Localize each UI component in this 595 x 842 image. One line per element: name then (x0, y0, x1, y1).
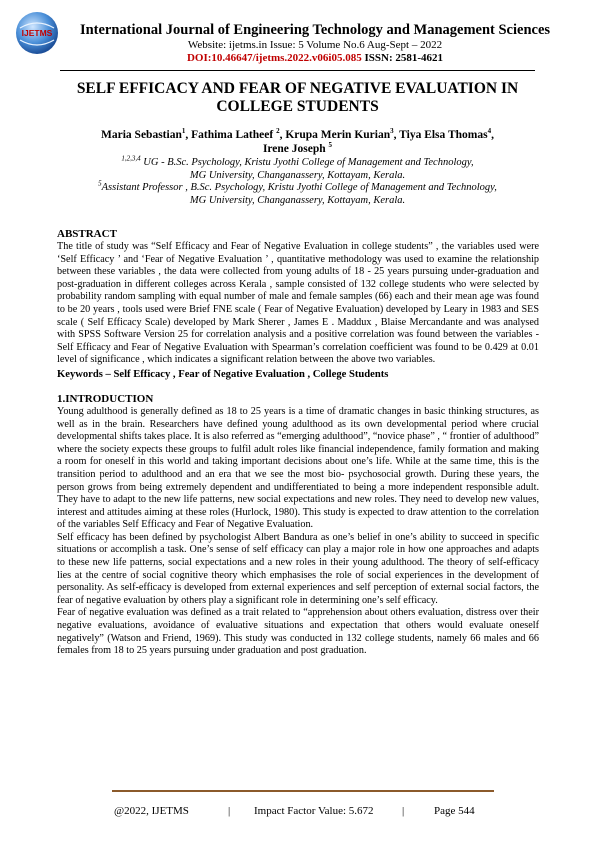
title-line-2: COLLEGE STUDENTS (216, 98, 379, 115)
intro-paragraph-3: Fear of negative evaluation was defined as a trait related to “apprehension about others evaluation, distress over their negative evaluations, avoidance of evaluative situations and expectation that others would evaluate oneself negatively” (Watson and Friend, 1969). This study was conducted in 132 college students, namely 66 males and 66 females from 18 to 25 years pursuing under graduation and post graduation. (57, 607, 539, 657)
author-list: Maria Sebastian$^1$, Fathima Latheef $^2$, Krupa Merin Kurian$^3$, Tiya Elsa Thomas$^4$, Irene Joseph $^5$ (101, 127, 494, 155)
affil-2-line-2: MG University, Changanassery, Kottayam, Kerala. (189, 194, 406, 206)
footer-rule (112, 790, 494, 792)
website-line: Website: ijetms.in Issue: 5 Volume No.6 Aug-Sept – 2022 (187, 39, 443, 51)
affiliations (40, 154, 555, 207)
author-name: Maria Sebastian (101, 129, 182, 141)
author-sup: 1 (181, 127, 186, 136)
journal-title: International Journal of Engineering Technology and Management Sciences (79, 22, 551, 38)
affil-2-line-1: Assistant Professor , B.Sc. Psychology, Kristu Jyothi College of Management and Technology, (101, 182, 497, 194)
paper-title (40, 80, 555, 116)
paper-body (57, 228, 539, 658)
doi-line (60, 52, 570, 65)
page-number: Page 544 (434, 805, 475, 817)
author-sup: 4 (487, 127, 492, 136)
footer-separator: | (402, 805, 405, 817)
author-sup: 5 (328, 141, 333, 150)
doi-link[interactable]: DOI:10.46647/ijetms.2022.v06i05.085 (186, 52, 362, 64)
introduction-heading: 1.INTRODUCTION (57, 392, 154, 405)
author-sup: 3 (390, 127, 394, 136)
author-name: Fathima Latheef (191, 129, 277, 141)
keywords: Keywords – Self Efficacy , Fear of Negative Evaluation , College Students (57, 368, 389, 380)
intro-paragraph-2: Self efficacy has been defined by psychologist Albert Bandura as one’s belief in one’s ability to succeed in specific situations or accomplish a task. One’s sense of self efficacy can play a major role in how one approaches and adapts to these new life patterns, social expectations and a new roles in their young adulthood. The theory of self-efficacy lies at the centre of social cognitive theory which emphasises the role of social experiences in the development of personality. As self-efficacy is developed from external experiences and self perception of external social factors, the fear of negative evaluation by others play a significant role in determining one’s self efficacy. (57, 531, 539, 606)
affil-1-line-2: MG University, Changanassery, Kottayam, Kerala. (189, 169, 406, 181)
svg-text:IJETMS: IJETMS (21, 28, 53, 38)
author-name: Tiya Elsa Thomas (399, 129, 488, 141)
author-name: Irene Joseph (262, 143, 329, 155)
abstract-text: The title of study was “Self Efficacy and Fear of Negative Evaluation in college students” , the variables used were ‘Self Efficacy ’ and ‘Fear of Negative Evaluation ’ , quantitative methodology was used to examine the relationship between these variables , the data were collected from young adults of 18 - 25 years pursuing under-graduation and post-graduation in different colleges across Kerala , sample consisted of 132 college students who were selected by probability random sampling with equal number of male and female samples (66) each and their mean age was found to be 20 years , tools used were Brief FNE scale ( Fear of Negative Evaluation) developed by Leary in 1983 and SES scale ( Self Efficacy Scale) developed by Mark Sherer , James E . Maddux , Blaise Mercandante and was analysed with SPSS Software Version 25 for correlation analysis and a positive correlation was found between the variables - Self Efficacy and Fear of Negative Evaluation with Spearman’s correlation coefficient was found to be 0.429 at 0.01 level of significance , which indicates a significant relation between the above two variables. (57, 241, 539, 366)
footer-separator: | (228, 805, 231, 817)
journal-logo (14, 10, 60, 56)
issn: ISSN: 2581-4621 (364, 52, 444, 64)
author-name: Krupa Merin Kurian (285, 129, 391, 141)
intro-paragraph-1: Young adulthood is generally defined as 18 to 25 years is a time of dramatic changes in basic thinking structures, as well as in the brain. Researchers have defined young adulthood as its own developmental period where crucial developmental shifts takes place. It is also referred as “emerging adulthood”, “novice phase” , “ frontier of adulthood” where the society expects these groups to fulfil adult roles like financial independence, family formation and making a room for oneself in this world and taking important decisions about one’s life. While at the same time, this is the transition period to adulthood and an era that we see the most bio- psychosocial growth. During these years, the person grows from being extremely dependent and undifferentiated to being a more independent responsible adult. They have to adapt to the new life patterns, new social expectations and new roles. They need to develop new values, interest and attitudes aiming at these roles (Hurlock, 1980). This study is expected to draw attention to the correlation of the variables Self Efficacy and Fear of Negative Evaluation. (57, 405, 539, 531)
affil-1-line-1: UG - B.Sc. Psychology, Kristu Jyothi College of Management and Technology, (140, 157, 474, 168)
abstract-heading: ABSTRACT (57, 228, 117, 240)
journal-header (60, 22, 570, 65)
footer-impact-factor: Impact Factor Value: 5.672 (254, 805, 374, 817)
header-rule (60, 70, 535, 71)
title-line-1: SELF EFFICACY AND FEAR OF NEGATIVE EVALUATION IN (76, 80, 519, 97)
affil-sup: 5 (98, 179, 102, 188)
footer-copyright: @2022, IJETMS (114, 805, 189, 817)
author-sup: 2 (276, 127, 280, 136)
affil-sup: 1,2,3,4 (121, 154, 141, 163)
